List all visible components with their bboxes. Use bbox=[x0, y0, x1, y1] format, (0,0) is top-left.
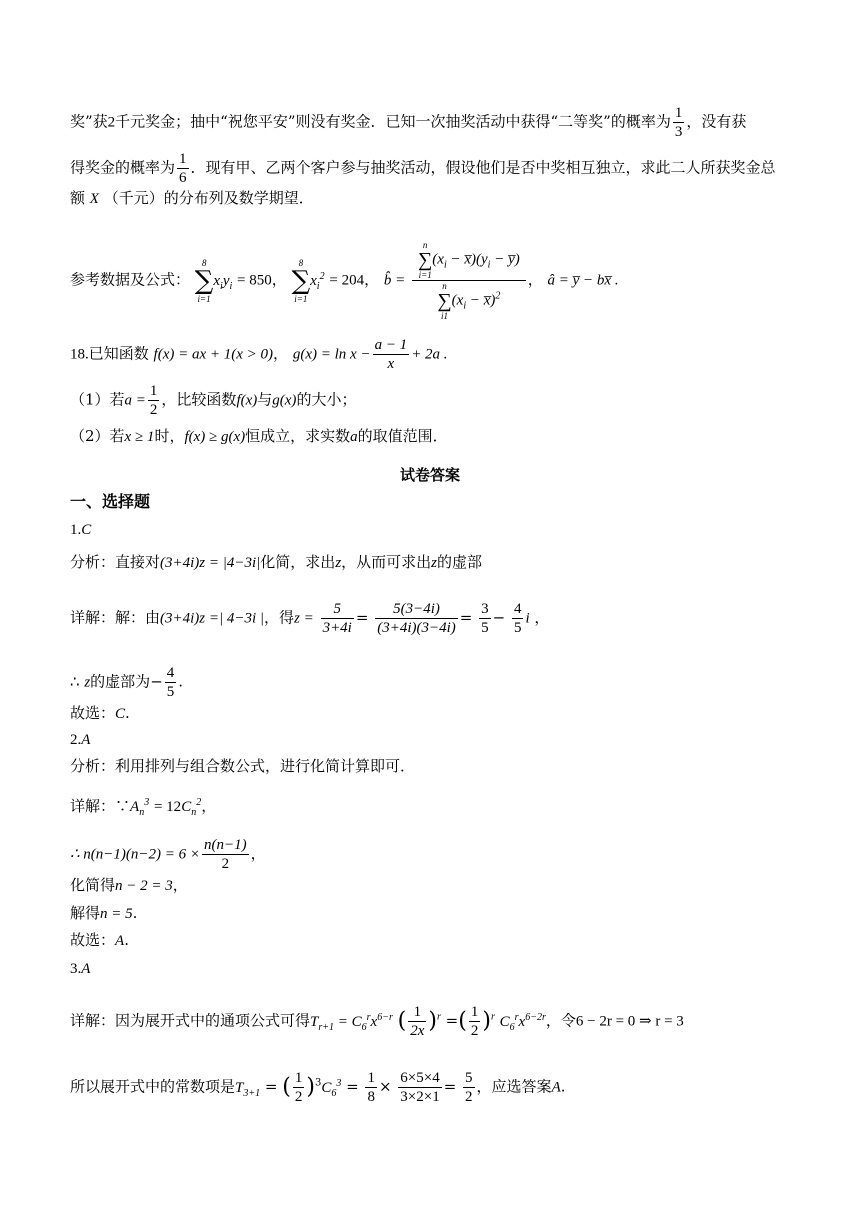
answer-2-select: 故选：A. bbox=[70, 931, 129, 949]
fraction: $\frac{5}{2}$ bbox=[465, 1070, 473, 1105]
answer-3-detail: 详解：因为展开式中的通项公式可得$T_{r+1} = C_6^rx^{6-r}$ ( $\frac{1}{2x}$ )$^r$ =( $\frac{1}{2}$ )$^r$ $C_6^rx^{6-2r}$，令6 − 2r = 0 ⇒ r = 3 bbox=[70, 1004, 684, 1039]
q17-line2: 得奖金的概率为 $\frac{1}{6}$ ．现有甲、乙两个客户参与抽奖活动，假设他们是否中奖相互独立，求此二人所获奖金总 bbox=[70, 151, 776, 186]
answer-2-detail: 详解：$\because A_n^3 = 12C_n^2$， bbox=[70, 797, 217, 818]
q18-part2: （2）若x ≥ 1时，f(x) ≥ g(x)恒成立，求实数a的取值范围． bbox=[70, 427, 448, 445]
q17-line1: 奖”获2千元奖金；抽中“祝您平安”则没有奖金．已知一次抽奖活动中获得“二等奖”的概率为 $\frac{1}{3}$ ，没有获 bbox=[70, 105, 747, 140]
answer-1-head: 1.C bbox=[70, 522, 92, 538]
answer-1-conclusion: ∴ z的虚部为− $\frac{4}{5}$ . bbox=[70, 665, 184, 700]
fraction: $\frac{a - 1}{x}$ bbox=[374, 337, 408, 372]
answer-2-step1: ∴ n(n−1)(n−2) = 6 × $\frac{n(n-1)}{2}$ ， bbox=[70, 837, 266, 872]
answer-2-step3: 解得n = 5. bbox=[70, 904, 138, 922]
answer-2-step2: 化简得n − 2 = 3， bbox=[70, 876, 188, 894]
answer-3-head: 3.A bbox=[70, 961, 91, 977]
section-heading: 一、选择题 bbox=[70, 492, 151, 511]
fraction: $\frac{6\times 5\times 4}{3\times 2\times 1}$ bbox=[400, 1070, 440, 1105]
fraction: $\frac{1}{2}$ bbox=[294, 1070, 303, 1105]
q18-part1: （1）若a = $\frac{1}{2}$ ，比较函数f(x)与g(x)的大小； bbox=[70, 383, 357, 418]
fraction: $\frac{1}{2}$ bbox=[470, 1004, 479, 1039]
answer-1-select: 故选：C. bbox=[70, 704, 130, 722]
fraction: $\frac{4}{5}$ bbox=[166, 665, 175, 700]
fraction: $\frac{1}{2x}$ bbox=[410, 1004, 425, 1039]
fraction: $\frac{1}{8}$ bbox=[367, 1070, 375, 1105]
reference-line: 参考数据及公式： 8 ∑ i=1 $x_iy_i = 850$， 8 ∑ i=1 $x_i^2 = 204$， b̂ = n ∑ i=1 ($x_i$ − $x̅)(y_i$ − y̅) n ∑ i1 ($x_i$ − x̅)$^2$ ， â = y̅ − bx̅ . bbox=[70, 240, 619, 321]
fraction: $\frac{1}{2}$ bbox=[149, 383, 158, 418]
fraction: $\frac{3}{5}$ bbox=[481, 601, 489, 636]
fraction: $\frac{1}{6}$ bbox=[179, 151, 187, 186]
fraction: $\frac{5(3-4i)}{(3+4i)(3-4i)}$ bbox=[377, 601, 456, 636]
q18-stem: 18.已知函数 f(x) = ax + 1(x > 0)， g(x) = ln x − $\frac{a - 1}{x}$ + 2a . bbox=[70, 337, 448, 372]
q17-line3: 额 X （千元）的分布列及数学期望． bbox=[70, 189, 314, 207]
fraction: $\frac{1}{3}$ bbox=[674, 105, 683, 140]
answers-title: 试卷答案 bbox=[399, 466, 460, 484]
fraction: $\frac{4}{5}$ bbox=[513, 601, 522, 636]
answer-1-analysis: 分析：直接对(3+4i)z = |4−3i|化简，求出z，从而可求出z的虚部 bbox=[70, 553, 483, 571]
regression-fraction: n ∑ i=1 ($x_i$ − $x̅)(y_i$ − y̅) n ∑ i1 ($x_i$ − x̅)$^2$ bbox=[412, 240, 526, 321]
answer-2-head: 2.A bbox=[70, 732, 91, 748]
sum-symbol: 8 ∑ i=1 bbox=[194, 257, 214, 304]
answer-3-constant: 所以展开式中的常数项是$T_{3+1}$ = ( $\frac{1}{2}$ )$^3C_6^3$ = $\frac{1}{8}$ × $\frac{6\times 5\times 4}{3\times 2\times 1}$ = $\frac{5}{2}$ ，应选答案A. bbox=[70, 1070, 566, 1105]
sum-symbol: 8 ∑ i=1 bbox=[291, 257, 311, 304]
fraction: $\frac{n(n-1)}{2}$ bbox=[204, 837, 247, 872]
answer-1-detail: 详解：解：由(3+4i)z =| 4−3i |，得z = $\frac{5}{3+4i}$ = $\frac{5(3-4i)}{(3+4i)(3-4i)}$ = $\frac{3}{5}$ − $\frac{4}{5}$ i ， bbox=[70, 601, 550, 636]
fraction: $\frac{5}{3+4i}$ bbox=[322, 601, 352, 636]
answer-2-analysis: 分析：利用排列与组合数公式，进行化简计算即可． bbox=[70, 757, 416, 775]
